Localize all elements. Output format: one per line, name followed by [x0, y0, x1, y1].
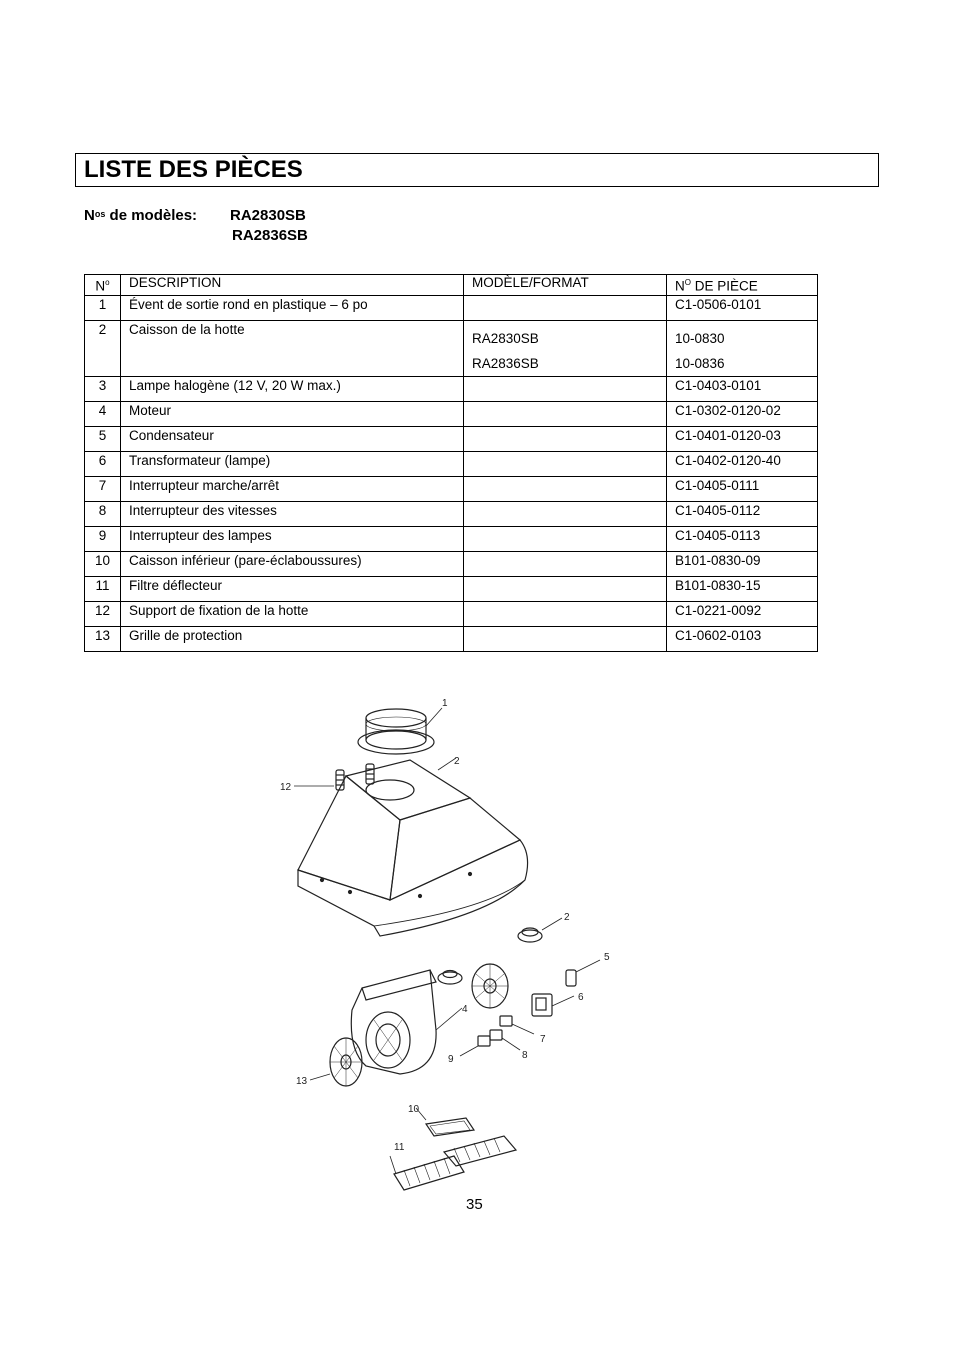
model-label-sup: os: [94, 209, 106, 219]
row-part-1: 10-0830: [675, 330, 725, 346]
row-no: 10: [85, 551, 121, 576]
callout-label: 11: [394, 1142, 405, 1153]
table-header-row: [85, 275, 818, 296]
table-row: [85, 501, 818, 526]
capacitor-illustration: [566, 970, 576, 986]
row-part-number: C1-0405-0111: [667, 476, 818, 501]
table-row: [85, 601, 818, 626]
model-label: [84, 206, 230, 226]
callout-label: 13: [296, 1076, 308, 1087]
row-description: Lampe halogène (12 V, 20 W max.): [121, 376, 464, 401]
motor-illustration: [351, 970, 436, 1074]
row-model: [464, 376, 667, 401]
row-part-number: B101-0830-15: [667, 576, 818, 601]
row-model: [464, 426, 667, 451]
row-no: 4: [85, 401, 121, 426]
row-part-number: C1-0602-0103: [667, 626, 818, 651]
row-no: 3: [85, 376, 121, 401]
row-part-number: C1-0403-0101: [667, 376, 818, 401]
row-description: Caisson inférieur (pare-éclaboussures): [121, 551, 464, 576]
page-number: 35: [466, 1196, 483, 1213]
table-row: [85, 551, 818, 576]
model-number: RA2836SB: [232, 227, 308, 244]
row-model: [464, 601, 667, 626]
row-description: Condensateur: [121, 426, 464, 451]
row-description: Interrupteur marche/arrêt: [121, 476, 464, 501]
table-row: [85, 295, 818, 320]
row-part-number: C1-0401-0120-03: [667, 426, 818, 451]
row-model: [464, 401, 667, 426]
row-no: 9: [85, 526, 121, 551]
row-no: 8: [85, 501, 121, 526]
row-model-2: RA2836SB: [472, 355, 539, 371]
callout-label: 2: [564, 912, 570, 923]
header-description: DESCRIPTION: [121, 275, 464, 296]
table-row: [85, 451, 818, 476]
row-description: Évent de sortie rond en plastique – 6 po: [121, 295, 464, 320]
row-no: 2: [85, 320, 121, 376]
row-model: [464, 476, 667, 501]
hood-body-illustration: [298, 760, 528, 936]
page-title: LISTE DES PIÈCES: [84, 156, 303, 183]
row-no: 1: [85, 295, 121, 320]
row-part-number: [667, 320, 818, 376]
fan-wheel-illustration: [472, 964, 508, 1008]
model-label-suffix: de modèles:: [105, 207, 198, 224]
row-no: 6: [85, 451, 121, 476]
exploded-parts-diagram: [270, 690, 630, 1200]
row-part-number: C1-0402-0120-40: [667, 451, 818, 476]
row-no: 11: [85, 576, 121, 601]
callout-label: 6: [578, 992, 584, 1003]
model-numbers: [84, 206, 308, 246]
row-model: [464, 320, 667, 376]
row-description: Caisson de la hotte: [121, 320, 464, 376]
row-description: Interrupteur des lampes: [121, 526, 464, 551]
callout-label: 8: [522, 1050, 528, 1061]
filter-illustration: [394, 1136, 516, 1190]
callout-label: 4: [462, 1004, 468, 1015]
table-row: [85, 476, 818, 501]
row-part-number: C1-0506-0101: [667, 295, 818, 320]
callout-label: 1: [442, 698, 448, 709]
row-model-1: RA2830SB: [472, 330, 539, 346]
table-row: [85, 376, 818, 401]
callout-label: 9: [448, 1054, 454, 1065]
callout-label: 12: [280, 782, 292, 793]
table-row: [85, 576, 818, 601]
row-part-number: C1-0405-0112: [667, 501, 818, 526]
row-no: 7: [85, 476, 121, 501]
lower-box-illustration: [426, 1118, 474, 1136]
row-description: Grille de protection: [121, 626, 464, 651]
row-model: [464, 526, 667, 551]
row-description: Moteur: [121, 401, 464, 426]
model-number: RA2830SB: [230, 207, 306, 224]
table-row: [85, 626, 818, 651]
row-description: Filtre déflecteur: [121, 576, 464, 601]
row-model: [464, 295, 667, 320]
row-no: 13: [85, 626, 121, 651]
row-model: [464, 626, 667, 651]
table-row: [85, 526, 818, 551]
row-no: 12: [85, 601, 121, 626]
header-model: MODÈLE/FORMAT: [464, 275, 667, 296]
row-description: Interrupteur des vitesses: [121, 501, 464, 526]
callout-label: 7: [540, 1034, 546, 1045]
row-model: [464, 576, 667, 601]
transformer-illustration: [532, 994, 552, 1016]
header-no: $N^o$: [85, 275, 121, 296]
row-description: Support de fixation de la hotte: [121, 601, 464, 626]
table-row: [85, 320, 818, 376]
row-description: Transformateur (lampe): [121, 451, 464, 476]
row-part-number: C1-0405-0113: [667, 526, 818, 551]
table-row: [85, 426, 818, 451]
grille-illustration: [330, 1038, 362, 1086]
row-part-number: B101-0830-09: [667, 551, 818, 576]
table-row: [85, 401, 818, 426]
parts-table: [84, 274, 818, 652]
row-part-number: C1-0221-0092: [667, 601, 818, 626]
row-no: 5: [85, 426, 121, 451]
vent-part-illustration: [358, 709, 434, 754]
row-part-number: C1-0302-0120-02: [667, 401, 818, 426]
header-part-number: $N^O$ DE PIÈCE: [667, 275, 818, 296]
row-model: [464, 501, 667, 526]
row-model: [464, 551, 667, 576]
title-box: [75, 153, 879, 187]
model-label-prefix: N: [84, 207, 95, 224]
callout-label: 5: [604, 952, 610, 963]
row-part-2: 10-0836: [675, 355, 725, 371]
callout-label: 10: [408, 1104, 420, 1115]
callout-label: 2: [454, 756, 460, 767]
row-model: [464, 451, 667, 476]
